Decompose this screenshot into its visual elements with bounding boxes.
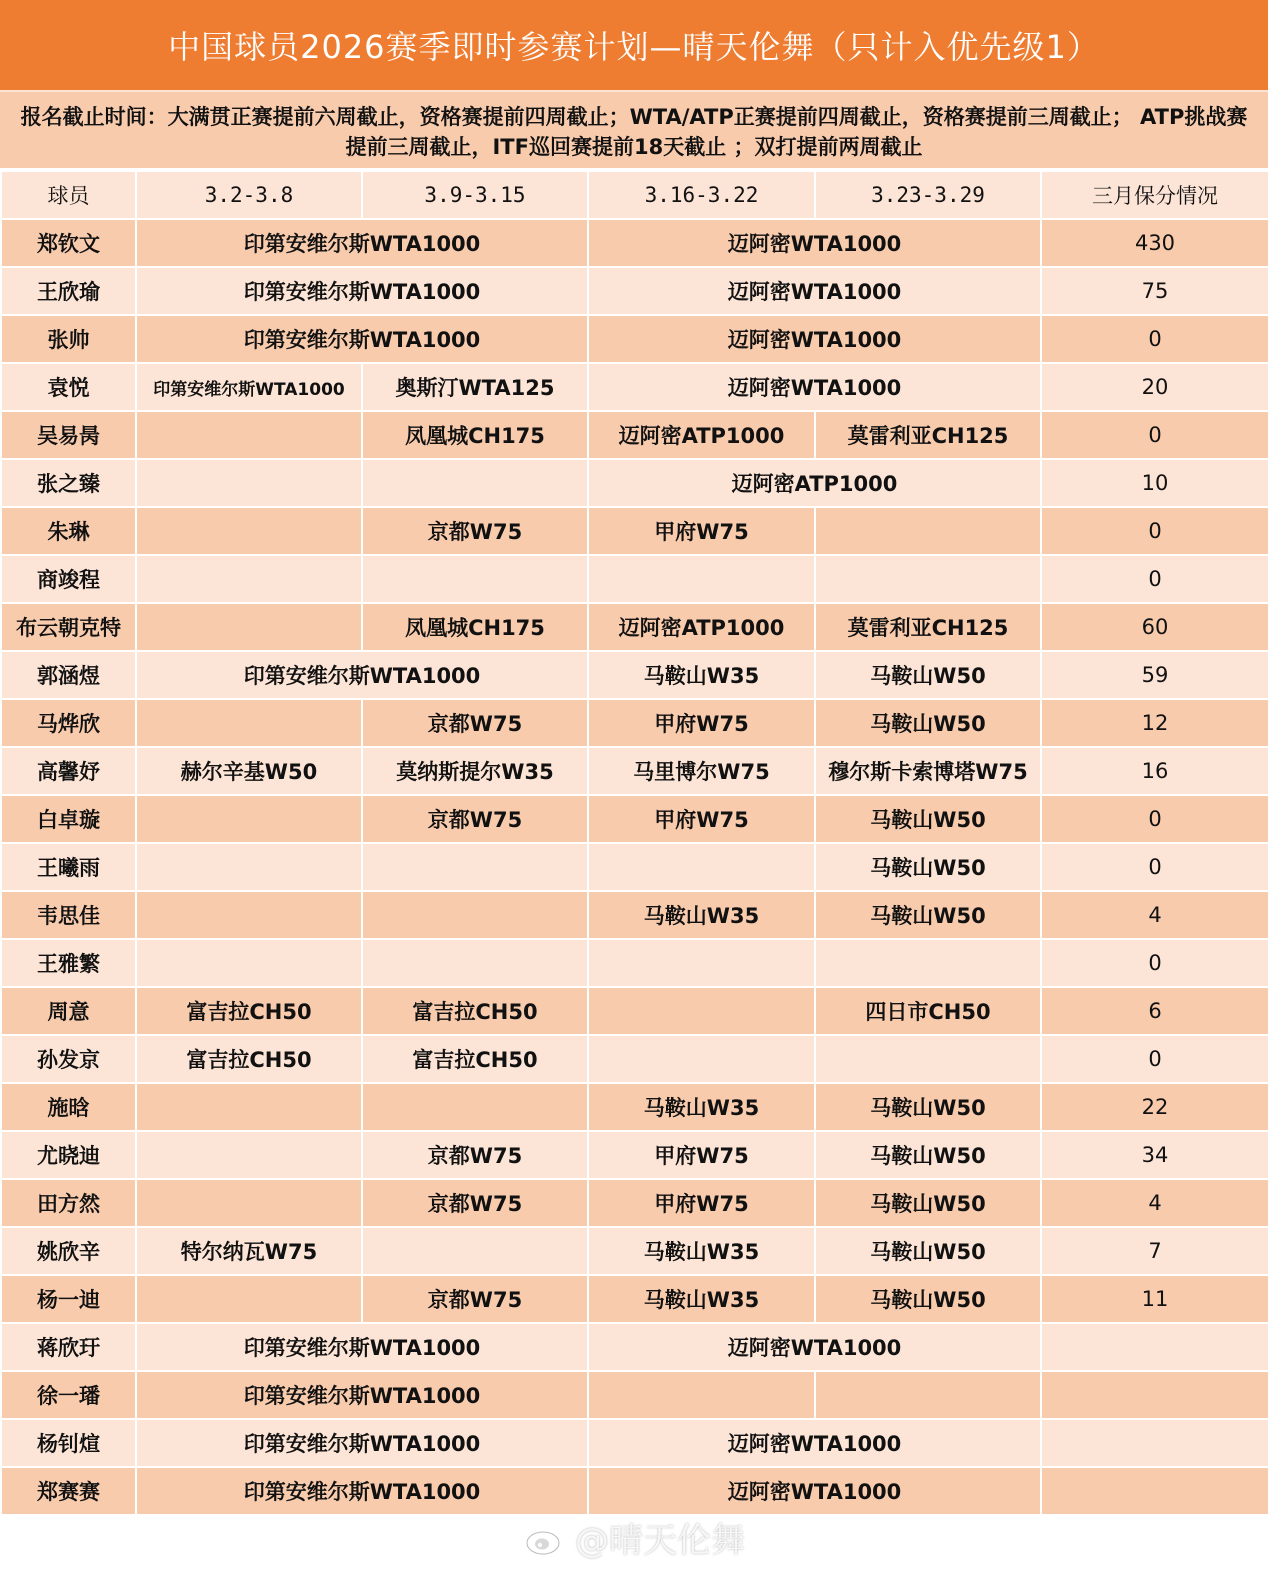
tournament-cell	[588, 939, 815, 987]
points-defended-cell: 11	[1041, 1275, 1269, 1323]
table-row	[1, 1179, 1269, 1227]
tournament-cell: 马里博尔W75	[588, 747, 815, 795]
tournament-cell	[362, 1083, 588, 1131]
tournament-cell	[136, 555, 362, 603]
points-defended-cell: 59	[1041, 651, 1269, 699]
table-row	[1, 747, 1269, 795]
player-name-cell: 布云朝克特	[1, 603, 136, 651]
player-name-cell: 商竣程	[1, 555, 136, 603]
points-defended-cell: 16	[1041, 747, 1269, 795]
table-row	[1, 1035, 1269, 1083]
table-row	[1, 987, 1269, 1035]
player-name-cell: 孙发京	[1, 1035, 136, 1083]
table-row	[1, 459, 1269, 507]
tournament-cell: 马鞍山W50	[815, 1083, 1041, 1131]
sheet-title: 中国球员2026赛季即时参赛计划—晴天伦舞（只计入优先级1）	[0, 0, 1268, 92]
tournament-cell: 马鞍山W35	[588, 891, 815, 939]
player-name-cell: 王雅繁	[1, 939, 136, 987]
table-row	[1, 411, 1269, 459]
tournament-cell	[588, 555, 815, 603]
table-row	[1, 219, 1269, 267]
points-defended-cell: 20	[1041, 363, 1269, 411]
points-defended-cell	[1041, 1419, 1269, 1467]
tournament-cell	[136, 891, 362, 939]
tournament-cell: 马鞍山W50	[815, 843, 1041, 891]
player-name-cell: 徐一璠	[1, 1371, 136, 1419]
column-header-week1: 3.2-3.8	[136, 171, 362, 219]
points-defended-cell: 6	[1041, 987, 1269, 1035]
table-row	[1, 267, 1269, 315]
column-header-points: 三月保分情况	[1041, 171, 1269, 219]
tournament-cell: 马鞍山W35	[588, 1275, 815, 1323]
player-name-cell: 张之臻	[1, 459, 136, 507]
tournament-cell: 京都W75	[362, 1131, 588, 1179]
points-defended-cell: 12	[1041, 699, 1269, 747]
tournament-cell	[136, 1131, 362, 1179]
points-defended-cell: 0	[1041, 795, 1269, 843]
tournament-cell: 马鞍山W50	[815, 1179, 1041, 1227]
tournament-cell: 莫雷利亚CH125	[815, 411, 1041, 459]
table-row	[1, 363, 1269, 411]
tournament-cell: 迈阿密WTA1000	[588, 1419, 1041, 1467]
header-row	[1, 171, 1269, 219]
player-name-cell: 郑钦文	[1, 219, 136, 267]
points-defended-cell: 7	[1041, 1227, 1269, 1275]
tournament-cell: 甲府W75	[588, 795, 815, 843]
tournament-cell	[362, 555, 588, 603]
tournament-cell	[362, 459, 588, 507]
tournament-cell: 印第安维尔斯WTA1000	[136, 651, 588, 699]
weibo-logo-icon	[525, 1517, 569, 1557]
tournament-cell	[136, 843, 362, 891]
tournament-cell	[588, 987, 815, 1035]
points-defended-cell: 0	[1041, 1035, 1269, 1083]
tournament-cell	[136, 1083, 362, 1131]
tournament-cell: 迈阿密ATP1000	[588, 459, 1041, 507]
tournament-cell: 凤凰城CH175	[362, 411, 588, 459]
tournament-cell: 莫雷利亚CH125	[815, 603, 1041, 651]
player-name-cell: 韦思佳	[1, 891, 136, 939]
tournament-cell	[136, 795, 362, 843]
player-name-cell: 张帅	[1, 315, 136, 363]
tournament-cell: 迈阿密WTA1000	[588, 315, 1041, 363]
table-row	[1, 1467, 1269, 1515]
tournament-cell	[815, 939, 1041, 987]
tournament-cell	[588, 1035, 815, 1083]
points-defended-cell: 22	[1041, 1083, 1269, 1131]
tournament-cell: 马鞍山W50	[815, 699, 1041, 747]
tournament-cell: 迈阿密WTA1000	[588, 1467, 1041, 1515]
tournament-cell	[136, 411, 362, 459]
table-row	[1, 1131, 1269, 1179]
player-name-cell: 田方然	[1, 1179, 136, 1227]
tournament-cell: 凤凰城CH175	[362, 603, 588, 651]
player-name-cell: 袁悦	[1, 363, 136, 411]
tournament-cell: 马鞍山W50	[815, 1227, 1041, 1275]
tournament-cell: 富吉拉CH50	[362, 1035, 588, 1083]
tournament-cell	[815, 555, 1041, 603]
tournament-cell	[362, 939, 588, 987]
tournament-cell: 富吉拉CH50	[362, 987, 588, 1035]
table-row	[1, 603, 1269, 651]
tournament-cell	[588, 1371, 815, 1419]
tournament-cell: 富吉拉CH50	[136, 1035, 362, 1083]
points-defended-cell: 10	[1041, 459, 1269, 507]
tournament-cell: 马鞍山W35	[588, 651, 815, 699]
tournament-cell	[362, 843, 588, 891]
tournament-cell: 迈阿密WTA1000	[588, 363, 1041, 411]
points-defended-cell: 0	[1041, 411, 1269, 459]
tournament-cell: 甲府W75	[588, 699, 815, 747]
tournament-cell: 印第安维尔斯WTA1000	[136, 1371, 588, 1419]
tournament-cell	[136, 939, 362, 987]
tournament-cell	[136, 603, 362, 651]
tournament-cell: 迈阿密WTA1000	[588, 1323, 1041, 1371]
tournament-cell: 京都W75	[362, 507, 588, 555]
points-defended-cell	[1041, 1467, 1269, 1515]
table-row	[1, 939, 1269, 987]
tournament-cell	[815, 507, 1041, 555]
deadline-notice: 报名截止时间：大满贯正赛提前六周截止，资格赛提前四周截止；WTA/ATP正赛提前四周截止，资格赛提前三周截止； ATP挑战赛提前三周截止，ITF巡回赛提前18天截止 ；双打提前两周截止	[0, 92, 1268, 170]
table-row	[1, 891, 1269, 939]
tournament-cell: 京都W75	[362, 795, 588, 843]
table-row	[1, 1227, 1269, 1275]
points-defended-cell: 34	[1041, 1131, 1269, 1179]
player-name-cell: 白卓璇	[1, 795, 136, 843]
tournament-cell: 迈阿密ATP1000	[588, 411, 815, 459]
tournament-cell	[136, 1275, 362, 1323]
points-defended-cell: 75	[1041, 267, 1269, 315]
table-row	[1, 1419, 1269, 1467]
table-row	[1, 795, 1269, 843]
tournament-cell: 印第安维尔斯WTA1000	[136, 315, 588, 363]
points-defended-cell: 4	[1041, 1179, 1269, 1227]
tournament-cell: 奥斯汀WTA125	[362, 363, 588, 411]
points-defended-cell: 0	[1041, 555, 1269, 603]
tournament-cell	[362, 891, 588, 939]
player-name-cell: 杨一迪	[1, 1275, 136, 1323]
player-name-cell: 高馨妤	[1, 747, 136, 795]
tournament-cell: 甲府W75	[588, 1179, 815, 1227]
tournament-cell: 京都W75	[362, 1179, 588, 1227]
player-name-cell: 王欣瑜	[1, 267, 136, 315]
points-defended-cell: 0	[1041, 843, 1269, 891]
column-header-player: 球员	[1, 171, 136, 219]
points-defended-cell: 0	[1041, 507, 1269, 555]
table-row	[1, 1083, 1269, 1131]
player-name-cell: 郑赛赛	[1, 1467, 136, 1515]
table-row	[1, 843, 1269, 891]
points-defended-cell	[1041, 1371, 1269, 1419]
player-name-cell: 朱琳	[1, 507, 136, 555]
player-name-cell: 马烨欣	[1, 699, 136, 747]
player-name-cell: 杨钊煊	[1, 1419, 136, 1467]
column-header-week3: 3.16-3.22	[588, 171, 815, 219]
tournament-cell: 马鞍山W50	[815, 1131, 1041, 1179]
tournament-cell: 迈阿密WTA1000	[588, 219, 1041, 267]
column-header-week2: 3.9-3.15	[362, 171, 588, 219]
table-row	[1, 651, 1269, 699]
tournament-cell: 京都W75	[362, 1275, 588, 1323]
tournament-cell: 迈阿密ATP1000	[588, 603, 815, 651]
points-defended-cell	[1041, 1323, 1269, 1371]
table-row	[1, 1371, 1269, 1419]
points-defended-cell: 4	[1041, 891, 1269, 939]
tournament-cell: 马鞍山W35	[588, 1083, 815, 1131]
tournament-cell: 富吉拉CH50	[136, 987, 362, 1035]
player-name-cell: 姚欣辛	[1, 1227, 136, 1275]
schedule-table	[0, 170, 1270, 1516]
tournament-cell: 印第安维尔斯WTA1000	[136, 1419, 588, 1467]
player-name-cell: 施晗	[1, 1083, 136, 1131]
player-name-cell: 蒋欣玗	[1, 1323, 136, 1371]
table-row	[1, 699, 1269, 747]
player-name-cell: 吴易昺	[1, 411, 136, 459]
tournament-cell	[588, 843, 815, 891]
tournament-cell: 特尔纳瓦W75	[136, 1227, 362, 1275]
tournament-cell	[136, 507, 362, 555]
tournament-cell: 马鞍山W50	[815, 1275, 1041, 1323]
tournament-cell: 印第安维尔斯WTA1000	[136, 1467, 588, 1515]
table-row	[1, 1323, 1269, 1371]
weibo-watermark	[525, 1512, 745, 1562]
table-row	[1, 1275, 1269, 1323]
tournament-cell: 京都W75	[362, 699, 588, 747]
tournament-cell: 印第安维尔斯WTA1000	[136, 267, 588, 315]
player-name-cell: 周意	[1, 987, 136, 1035]
table-body	[1, 219, 1269, 1515]
tournament-cell: 马鞍山W50	[815, 795, 1041, 843]
tournament-cell: 四日市CH50	[815, 987, 1041, 1035]
tournament-cell: 迈阿密WTA1000	[588, 267, 1041, 315]
player-name-cell: 王曦雨	[1, 843, 136, 891]
table-row	[1, 315, 1269, 363]
points-defended-cell: 0	[1041, 939, 1269, 987]
tournament-cell: 印第安维尔斯WTA1000	[136, 219, 588, 267]
tournament-cell: 印第安维尔斯WTA1000	[136, 1323, 588, 1371]
points-defended-cell: 0	[1041, 315, 1269, 363]
tournament-cell: 赫尔辛基W50	[136, 747, 362, 795]
table-row	[1, 555, 1269, 603]
tournament-cell: 马鞍山W50	[815, 891, 1041, 939]
table-row	[1, 507, 1269, 555]
player-name-cell: 郭涵煜	[1, 651, 136, 699]
tournament-cell	[136, 699, 362, 747]
watermark-text: @晴天伦舞	[575, 1520, 745, 1561]
tournament-cell: 印第安维尔斯WTA1000	[136, 363, 362, 411]
tournament-cell: 马鞍山W50	[815, 651, 1041, 699]
tournament-cell	[136, 1179, 362, 1227]
player-name-cell: 尤晓迪	[1, 1131, 136, 1179]
tournament-cell: 穆尔斯卡索博塔W75	[815, 747, 1041, 795]
points-defended-cell: 430	[1041, 219, 1269, 267]
tournament-cell: 莫纳斯提尔W35	[362, 747, 588, 795]
tournament-cell	[815, 1371, 1041, 1419]
tournament-cell: 马鞍山W35	[588, 1227, 815, 1275]
tournament-cell	[815, 1035, 1041, 1083]
points-defended-cell: 60	[1041, 603, 1269, 651]
tournament-cell: 甲府W75	[588, 1131, 815, 1179]
tournament-cell	[362, 1227, 588, 1275]
tournament-cell	[136, 459, 362, 507]
column-header-week4: 3.23-3.29	[815, 171, 1041, 219]
tournament-cell: 甲府W75	[588, 507, 815, 555]
